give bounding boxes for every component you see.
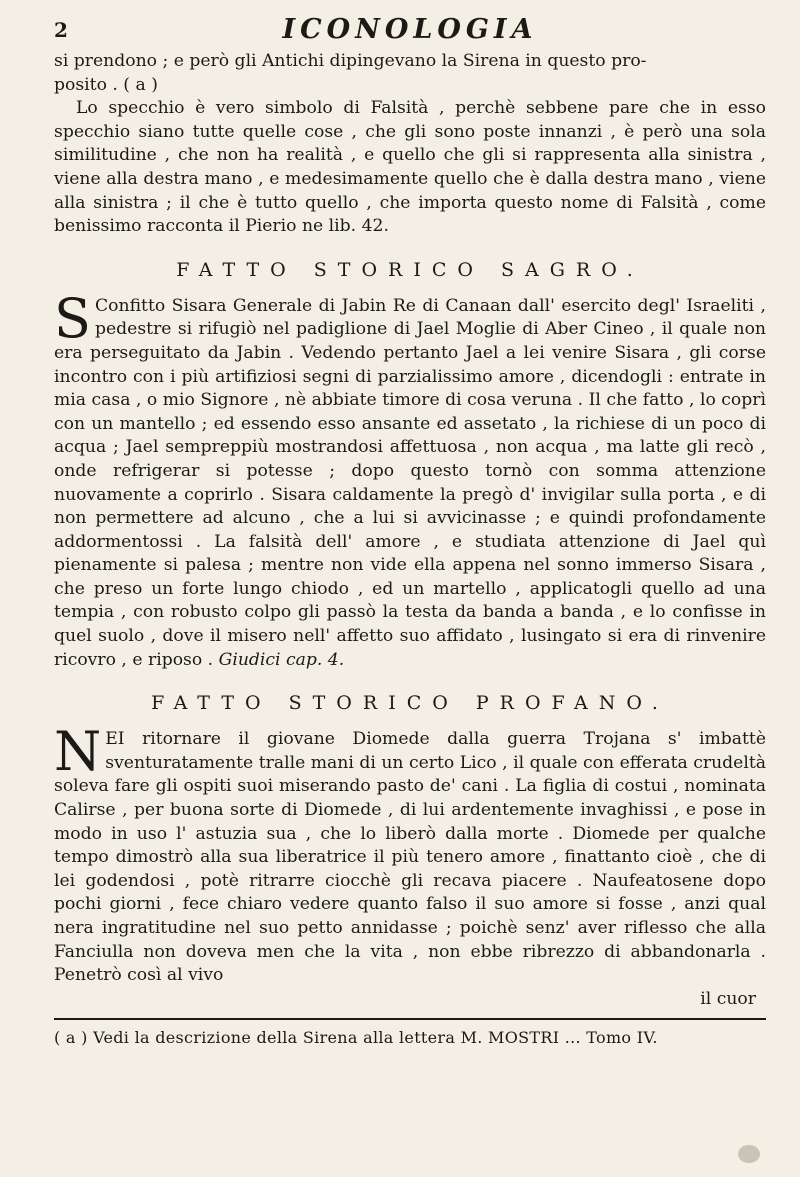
intro-line-1: si prendono ; e però gli Antichi dipingevano la Sirena in questo pro- <box>54 51 647 71</box>
footnote-rule <box>54 1018 766 1020</box>
page-header <box>54 14 766 50</box>
footnote: ( a ) Vedi la descrizione della Sirena alla lettera M. MOSTRI ... Tomo IV. <box>54 1027 658 1047</box>
profane-paragraph <box>54 720 766 988</box>
intro-line-2: posito . ( a ) <box>54 74 158 95</box>
running-title: ICONOLOGIA <box>282 14 538 45</box>
catchword: il cuor <box>700 988 756 1009</box>
sacred-citation: Giudici cap. 4. <box>218 649 345 670</box>
profane-text: EI ritornare il giovane Diomede dalla guerra Trojana s' imbattè sventuratamente tralle mani di un certo Lico , il quale con efferata crudeltà soleva fare gli ospiti suoi miserando pasto de' cani . La figlia di costui , nominata Calirse , per buona sorte di Diomede , di lui ardentemente invaghissi , e pose in modo in uso l' astuzia sua , che lo liberò dalla morte . Diomede per qualche tempo dimostrò alla sua liberatrice il più tenero amore , finattanto cioè , che di lei godendosi , potè ritrarre ciocchè gli recava piacere . Naufeatosene dopo pochi giorni , fece chiaro vedere quanto falso il suo amore si fosse , anzi qual nera ingratitudine nel suo petto annidasse ; poichè senz' aver riflesso che alla Fanciulla non doveva men che la vita , non ebbe ribrezzo di abbandonarla . Penetrò così al vivo <box>54 729 766 986</box>
profane-dropcap: N <box>54 720 102 784</box>
sacred-dropcap: S <box>54 286 91 350</box>
ink-blot <box>738 1145 760 1163</box>
page-number: 2 <box>54 18 68 42</box>
sacred-paragraph <box>54 286 766 673</box>
mirror-paragraph: Lo specchio è vero simbolo di Falsità , perchè sebbene pare che in esso specchio siano tutte quelle cose , che gli sono poste innanzi , è però una sola similitudine , che non ha realità , e quello che gli si rappresenta alla sinistra , viene alla destra mano , e medesimamente quello che è dalla destra mano , viene alla sinistra ; il che è tutto quello , che importa questo nome di Falsità , come benissimo racconta il Pierio ne lib. 42. <box>54 98 766 237</box>
sacred-section-title: FATTO STORICO SAGRO. <box>176 258 644 281</box>
profane-section-title: FATTO STORICO PROFANO. <box>151 692 669 715</box>
sacred-text: Confitto Sisara Generale di Jabin Re di Canaan dall' esercito degl' Israeliti , pedestre si rifugiò nel padiglione di Jael Moglie di Aber Cineo , il quale non era perseguitato da Jabin . Vedendo pertanto Jael a lei venire Sisara , gli corse incontro con i più artifiziosi segni di parzialissimo amore , dicendogli : entrate in mia casa , o mio Signore , nè abbiate timore di cosa veruna . Il che fatto , lo coprì con un mantello ; ed essendo esso ansante ed assetato , la richiese di un poco di acqua ; Jael sempreppiù mostrandosi affettuosa , non acqua , ma latte gli recò , onde refrigerar si potesse ; dopo questo tornò con somma attenzione nuovamente a coprirlo . Sisara caldamente la pregò d' invigilar sulla porta , e di non permettere ad alcuno , che a lui si avvicinasse ; e quindi profondamente addormentossi . La falsità dell' amore , e studiata attenzione di Jael quì pienamente si palesa ; mentre non vide ella appena nel sonno immerso Sisara , che preso un forte lungo chiodo , ed un martello , applicatogli quello ad una tempia , con robusto colpo gli passò la testa da banda a banda , e lo confisse in quel suolo , dove il misero nell' affetto suo affidato , lusingato si era di rinvenire ricovro , e riposo . <box>54 295 766 670</box>
